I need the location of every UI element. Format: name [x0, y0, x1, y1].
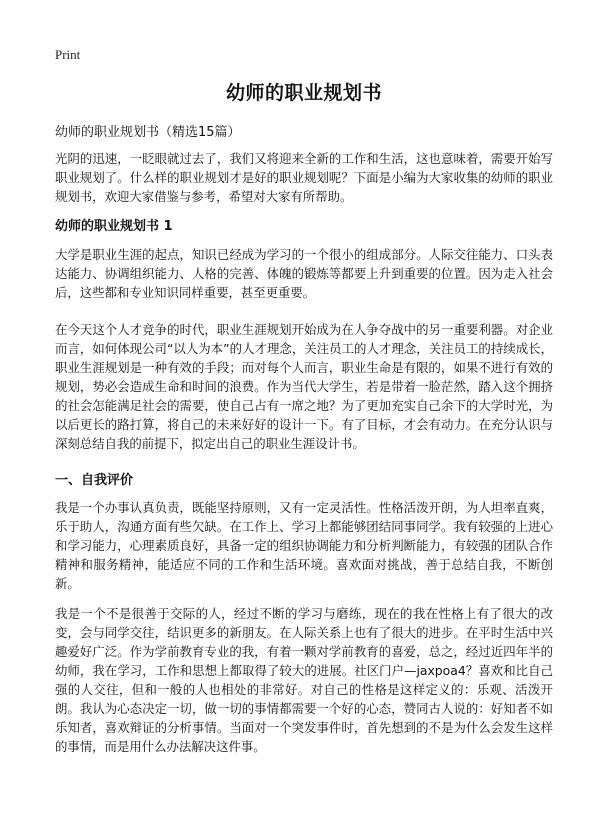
- body-paragraph-2: 在今天这个人才竞争的时代，职业生涯规划开始成为在人争夺战中的另一重要利器。对企业而言，如何体现公司“以人为本”的人才理念，关注员工的人才理念，关注员工的持续成长，职业生涯规划是一种有效的手段；而对每个人而言，职业生命是有限的，如果不进行有效的规划，势必会造成生命和时间的浪费。作为当代大学生，若是带着一脸茫然，踏入这个拥挤的社会怎能满足社会的需要，使自己占有一席之地？为了更加充实自己余下的大学时光，为以后更长的路打算，将自己的未来好好的设计一下。有了目标，才会有动力。在充分认识与深刻总结自我的前提下，拟定出自己的职业生涯设计书。: [55, 322, 553, 451]
- document-title: 幼师的职业规划书: [225, 82, 382, 104]
- body-paragraph-3: 我是一个办事认真负责，既能坚持原则，又有一定灵活性。性格活泼开朗，为人坦率直爽，乐于助人，沟通方面有些欠缺。在工作上、学习上都能够团结同事同学。我有较强的上进心和学习能力，心理素质良好，具备一定的组织协调能力和分析判断能力，有较强的团队合作精神和服务精神，能适应不同的工作和生活环境。喜欢面对挑战，善于总结自我，不断创新。: [55, 500, 553, 591]
- intro-paragraph: 光阴的迅速，一眨眼就过去了，我们又将迎来全新的工作和生活，这也意味着，需要开始写职业规划了。什么样的职业规划才是好的职业规划呢？下面是小编为大家收集的幼师的职业规划书，欢迎大家借鉴与参考，希望对大家有所帮助。: [55, 151, 553, 204]
- section-heading-1: 幼师的职业规划书 1: [55, 219, 173, 234]
- document-subtitle: 幼师的职业规划书（精选15篇）: [55, 125, 241, 140]
- print-link[interactable]: Print: [55, 47, 81, 62]
- section-heading-self-evaluation: 一、自我评价: [55, 473, 134, 488]
- body-paragraph-4: 我是一个不是很善于交际的人，经过不断的学习与磨练，现在的我在性格上有了很大的改变，会与同学交往，结识更多的新朋友。在人际关系上也有了很大的进步。在平时生活中兴趣爱好广泛。作为学前教育专业的我，有着一颗对学前教育的喜爱，总之，经过近四年半的幼师，我在学习，工作和思想上都取得了较大的进展。社区门户—jaxpoa4？喜欢和比自己强的人交往，但和一般的人也相处的非常好。对自己的性格是这样定义的：乐观、活泼开朗。我认为心态决定一切，做一切的事情都需要一个好的心态，赞同古人说的：好知者不如乐知者，喜欢辩证的分析事情。当面对一个突发事件时，首先想到的不是为什么会发生这样的事情，而是用什么办法解决这件事。: [55, 606, 553, 754]
- body-paragraph-1: 大学是职业生涯的起点，知识已经成为学习的一个很小的组成部分。人际交往能力、口头表达能力、协调组织能力、人格的完善、体魄的锻炼等都要上升到重要的位置。因为走入社会后，这些都和专业知识同样重要，甚至更重要。: [55, 247, 553, 300]
